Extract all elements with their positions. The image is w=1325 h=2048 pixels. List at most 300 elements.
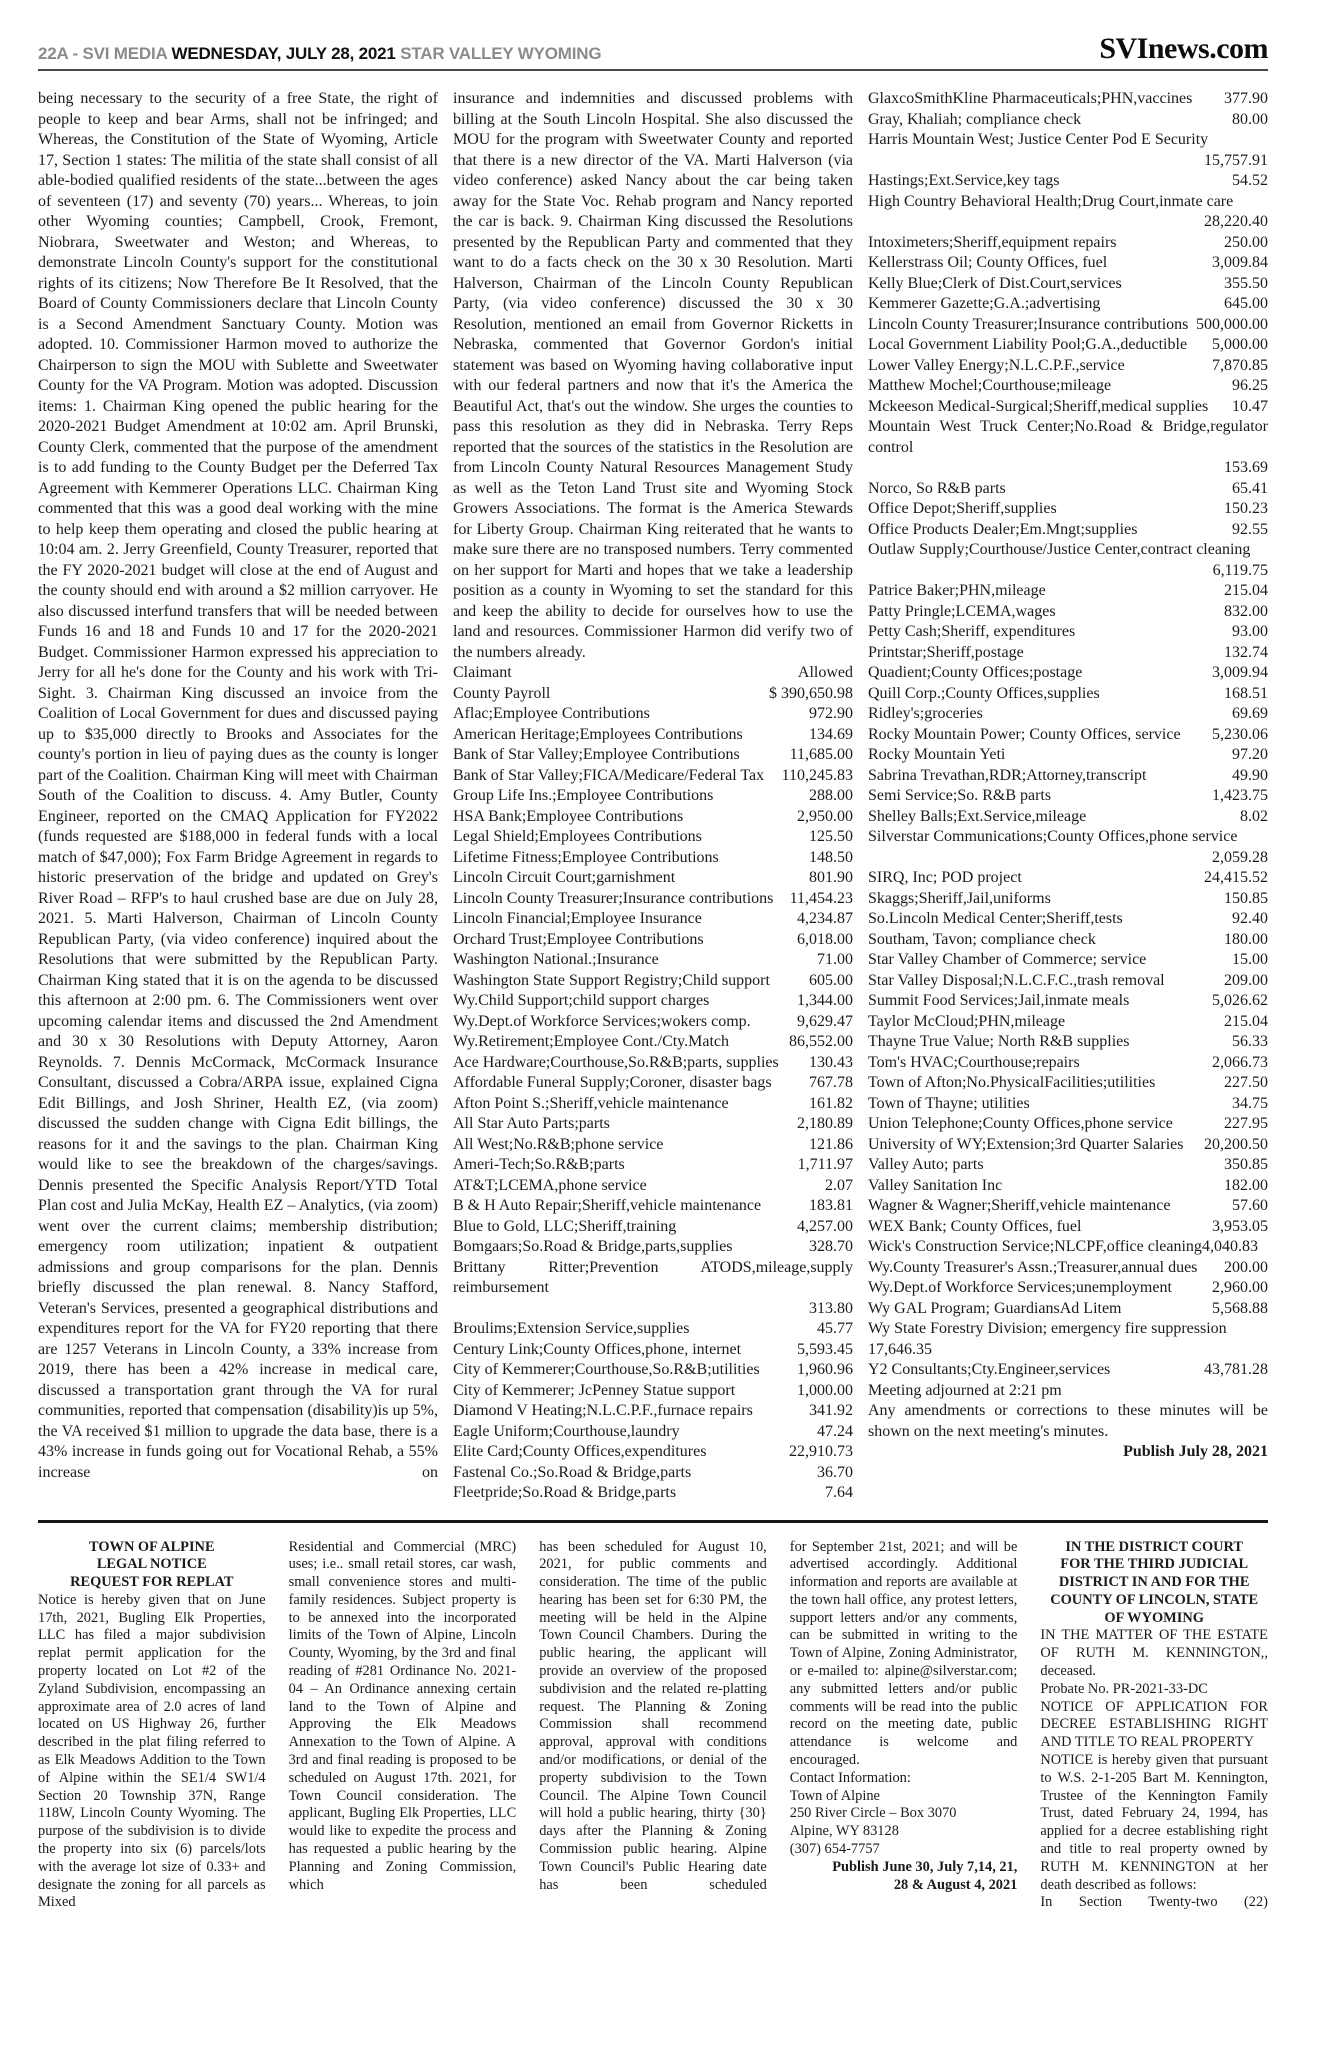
claim-row bbox=[868, 827, 1268, 868]
claim-row bbox=[868, 110, 1268, 131]
claim-name: Outlaw Supply;Courthouse/Justice Center,contract cleaning bbox=[868, 541, 1251, 558]
claim-row bbox=[868, 991, 1268, 1012]
claim-name: Silverstar Communications;County Offices,phone service bbox=[868, 828, 1238, 845]
claim-amount: 92.40 bbox=[1232, 910, 1268, 927]
claim-row bbox=[868, 1094, 1268, 1115]
claim-amount: 8.02 bbox=[1240, 807, 1268, 825]
claim-amount: 5,568.88 bbox=[1212, 1299, 1268, 1317]
claim-name: Sabrina Trevathan,RDR;Attorney,transcript bbox=[868, 766, 1147, 784]
claim-amount: 47.24 bbox=[817, 1422, 853, 1440]
claim-amount: 355.50 bbox=[1224, 274, 1268, 292]
claim-row bbox=[453, 786, 853, 807]
claim-row bbox=[453, 909, 853, 930]
issue-date: WEDNESDAY, JULY 28, 2021 bbox=[171, 44, 396, 63]
claim-row bbox=[868, 397, 1268, 418]
claim-name: Wy.Dept.of Workforce Services;wokers comp. bbox=[453, 1012, 751, 1030]
claim-amount: 86,552.00 bbox=[789, 1033, 853, 1050]
claim-row bbox=[868, 1155, 1268, 1176]
claim-amount: 832.00 bbox=[1224, 602, 1268, 620]
claim-name: Taylor McCloud;PHN,mileage bbox=[868, 1012, 1066, 1030]
claim-amount: 28,220.40 bbox=[1204, 213, 1268, 230]
claim-row bbox=[453, 971, 853, 992]
claim-amount: 134.69 bbox=[809, 725, 853, 743]
claim-row bbox=[868, 725, 1268, 746]
claim-row bbox=[453, 1217, 853, 1238]
claim-name: Patrice Baker;PHN,mileage bbox=[868, 582, 1046, 599]
claim-row bbox=[868, 335, 1268, 356]
page-label: 22A - SVI MEDIA bbox=[38, 44, 172, 63]
claim-name: Gray, Khaliah; compliance check bbox=[868, 110, 1082, 128]
claim-name: Wy.Dept.of Workforce Services;unemployment bbox=[868, 1279, 1172, 1296]
claim-row bbox=[868, 1278, 1268, 1299]
claim-row bbox=[453, 1237, 853, 1258]
claim-name: Wagner & Wagner;Sheriff,vehicle maintenance bbox=[868, 1197, 1171, 1214]
minutes-column-1: being necessary to the security of a free State, the right of people to keep and bear Arms, shall not be infringed; and Whereas, the Constitution of the State of Wyoming, Article 17, Section 1 states: The militia of the state shall consist of all able-bodied qualified residents of the state...between the ages of seventeen (17) and seventy (70) years... Whereas, to join other Wyoming counties; Campbell, Crook, Fremont, Niobrara, Sweetwater and Weston; and Whereas, to demonstrate Lincoln County's support for the constitutional rights of its citizens; Now Therefore Be It Resolved, that the Board of County Commissioners declare that Lincoln County is a Second Amendment Sanctuary County. Motion was adopted. 10. Commissioner Harmon moved to authorize the Chairperson to sign the MOU with Sublette and Sweetwater County for the VA Program. Motion was adopted. Discussion items: 1. Chairman King opened the public hearing for the 2020-2021 Budget Amendment at 10:02 am. April Brunski, County Clerk, commented that the purpose of the amendment is to add funding to the County Budget per the Deferred Tax Agreement with Kemmerer Operations LLC. Chairman King commented that this was a good deal working with the mine to help keep them operating and closed the public hearing at 10:04 am. 2. Jerry Greenfield, County Treasurer, reported that the FY 2020-2021 budget will close at the end of August and the county should end with around a $2 million carryover. He also discussed interfund transfers that will be needed between Funds 16 and 18 and Funds 10 and 17 for the 2020-2021 Budget. Commissioner Harmon expressed his appreciation to Jerry for all he's done for the County and his work with Tri-Sight. 3. Chairman King discussed an invoice from the Coalition of Local Government for dues and discussed paying up to $35,000 directly to Brooks and Associates for the county's portion in lieu of paying dues as the county is longer part of the Coalition. Chairman King will meet with Chairman South of the Coalition to discuss. 4. Amy Butler, County Engineer, reported on the CMAQ Application for FY2022 (funds requested are $188,000 in federal funds with a local match of $47,000); Fox Farm Bridge Agreement in regards to historic preservation of the bridge and updated on Grey's River Road – RFP's to haul crushed base are due on July 28, 2021. 5. Marti Halverson, Chairman of Lincoln County Republican Party, (via video conference) inquired about the Resolutions that were submitted by the Republican Party. Chairman King stated that it is on the agenda to be discussed this afternoon at 2:00 pm. 6. The Commissioners went over upcoming calendar items and discussed the 2nd Amendment and 30 x 30 Resolutions with Deputy Attorney, Aaron Reynolds. 7. Dennis McCormack, McCormack Insurance Consultant, discussed a Cobra/ARPA issue, explained Cigna Edit Billings, and Josh Shriner, Health EZ, (via zoom) discussed the sudden change with Cigna Edit billings, the reasons for it and the savings to the plan. Chairman King would like to see the breakdown of the charges/savings. Dennis presented the Specific Analysis Report/YTD Total Plan cost and Julia McKay, Health EZ – Analytics, (via zoom) went over the current claims; membership distribution; emergency room utilization; inpatient & outpatient admissions and group comparisons for the plan. Dennis briefly discussed the plan renewal. 8. Nancy Stafford, Veteran's Services, presented a geographical distributions and expenditures report for the VA for FY20 reporting that there are 1257 Veterans in Lincoln County, a 33% increase from 2019, there has been a 42% increase in medical care, discussed a transportation grant through the VA for rural communities, reported that compensation (disability)is up 5%, the VA received $1 million to upgrade the data base, there is a 43% increase in funds going out for Vocational Rehab, a 55% increase on bbox=[38, 90, 438, 1481]
claim-row bbox=[868, 1237, 1268, 1258]
claim-amount: 288.00 bbox=[809, 787, 853, 804]
claim-name: Norco, So R&B parts bbox=[868, 479, 1006, 497]
claim-name: Office Depot;Sheriff,supplies bbox=[868, 500, 1057, 517]
claim-amount: 9,629.47 bbox=[797, 1012, 853, 1030]
district-court-paragraph: NOTICE is hereby given that pursuant to W.S. 2-1-205 Bart M. Kennington, Trustee of the Kennington Family Trust, dated February 24, 1994, has applied for a decree establishing right and title to real property owned by RUTH M. KENNINGTON at her death described as follows: bbox=[1040, 1752, 1268, 1893]
claim-name: Blue to Gold, LLC;Sheriff,training bbox=[453, 1217, 677, 1235]
claim-row bbox=[453, 725, 853, 746]
claim-name: HSA Bank;Employee Contributions bbox=[453, 807, 684, 825]
claim-amount: 20,200.50 bbox=[1204, 1135, 1268, 1153]
claim-name: Town of Thayne; utilities bbox=[868, 1094, 1030, 1112]
district-court-paragraph: In Section Twenty-two (22) bbox=[1040, 1894, 1268, 1911]
claim-row bbox=[868, 1360, 1268, 1381]
claim-name: City of Kemmerer; JcPenney Statue support bbox=[453, 1381, 736, 1399]
claims-header-claimant: Claimant bbox=[453, 664, 512, 681]
claim-name: Intoximeters;Sheriff,equipment repairs bbox=[868, 233, 1117, 251]
claim-row bbox=[868, 1135, 1268, 1156]
claim-row bbox=[868, 274, 1268, 295]
claim-amount: 11,454.23 bbox=[789, 889, 853, 907]
claim-amount: 2,066.73 bbox=[1212, 1053, 1268, 1071]
claim-row bbox=[453, 1340, 853, 1361]
claim-name: Affordable Funeral Supply;Coroner, disaster bags bbox=[453, 1074, 772, 1091]
claim-amount: 2,950.00 bbox=[797, 807, 853, 825]
claim-amount: 6,018.00 bbox=[797, 930, 853, 948]
claim-row bbox=[453, 1012, 853, 1033]
claim-amount: 7,870.85 bbox=[1212, 356, 1268, 374]
claim-row bbox=[453, 889, 853, 910]
alpine-contact-line: Town of Alpine bbox=[789, 1787, 880, 1804]
claim-name: Kemmerer Gazette;G.A.;advertising bbox=[868, 295, 1101, 312]
claim-row bbox=[868, 540, 1268, 581]
claim-name: Broulims;Extension Service,supplies bbox=[453, 1320, 690, 1337]
claim-name: Local Government Liability Pool;G.A.,deductible bbox=[868, 336, 1188, 353]
district-court-paragraph: NOTICE OF APPLICATION FOR DECREE ESTABLISHING RIGHT AND TITLE TO REAL PROPERTY bbox=[1040, 1698, 1268, 1751]
claim-row bbox=[868, 1073, 1268, 1094]
claim-amount: 1,711.97 bbox=[797, 1156, 853, 1173]
claim-amount: 97.20 bbox=[1232, 746, 1268, 763]
claim-amount: 34.75 bbox=[1232, 1094, 1268, 1112]
claim-row bbox=[453, 1442, 853, 1463]
claim-amount: 350.85 bbox=[1224, 1156, 1268, 1173]
claim-amount: 24,415.52 bbox=[1204, 869, 1268, 886]
claim-name: County Payroll bbox=[453, 684, 551, 702]
claim-row bbox=[453, 1401, 853, 1422]
publish-line-minutes: Publish July 28, 2021 bbox=[1123, 1443, 1268, 1460]
claim-row bbox=[868, 499, 1268, 520]
claim-name: Matthew Mochel;Courthouse;mileage bbox=[868, 377, 1112, 394]
district-court-heading-line: DISTRICT IN AND FOR THE bbox=[1058, 1574, 1250, 1591]
claim-name: All Star Auto Parts;parts bbox=[453, 1115, 610, 1132]
claim-row bbox=[868, 253, 1268, 274]
claim-name: American Heritage;Employees Contributions bbox=[453, 725, 743, 743]
claim-name: Bomgaars;So.Road & Bridge,parts,supplies bbox=[453, 1238, 733, 1255]
claim-amount: 4,234.87 bbox=[797, 910, 853, 927]
claim-name: Wy.Child Support;child support charges bbox=[453, 992, 710, 1009]
claim-name: Lincoln Financial;Employee Insurance bbox=[453, 910, 702, 927]
adjourn-line: Meeting adjourned at 2:21 pm bbox=[868, 1381, 1062, 1399]
claim-amount: 250.00 bbox=[1224, 233, 1268, 251]
claim-amount: 3,009.94 bbox=[1212, 664, 1268, 681]
claim-amount: 1,000.00 bbox=[797, 1381, 853, 1399]
claim-name: Wy State Forestry Division; emergency fire suppression bbox=[868, 1320, 1227, 1337]
claim-row bbox=[868, 889, 1268, 910]
claim-amount: 801.90 bbox=[809, 869, 853, 886]
claim-name: AT&T;LCEMA,phone service bbox=[453, 1176, 647, 1194]
alpine-notice-column-2: Residential and Commercial (MRC) uses; i.e.. small retail stores, car wash, small convenience stores and multi-family residences. Subject property is to be annexed into the incorporated limits of the Town of Alpine, Lincoln County, Wyoming, by the 3rd and final reading of #281 Ordinance No. 2021-04 – An Ordinance annexing certain land to the Town of Alpine and Approving the Elk Meadows Annexation to the Town of Alpine. A 3rd and final reading is proposed to be scheduled on August 17th. 2021, for Town Council consideration. The applicant, Bugling Elk Properties, LLC would like to expedite the process and has requested a public hearing by the Planning and Zoning Commission, which bbox=[288, 1538, 517, 1893]
section-divider-rule bbox=[38, 1520, 1268, 1523]
claim-amount: 45.77 bbox=[817, 1320, 853, 1337]
alpine-contact-line: Contact Information: bbox=[789, 1769, 911, 1786]
claim-row bbox=[453, 1073, 853, 1094]
claim-name: Lower Valley Energy;N.L.C.P.F.,service bbox=[868, 356, 1125, 374]
claim-row bbox=[453, 827, 853, 848]
claim-name: Shelley Balls;Ext.Service,mileage bbox=[868, 807, 1087, 825]
claim-row bbox=[868, 171, 1268, 192]
page-header-line bbox=[38, 44, 601, 64]
claim-name: Town of Afton;No.PhysicalFacilities;utilities bbox=[868, 1074, 1156, 1091]
claim-row bbox=[868, 376, 1268, 397]
claim-amount: 132.74 bbox=[1224, 643, 1268, 661]
claim-amount: 10.47 bbox=[1232, 397, 1268, 415]
claim-name: Office Products Dealer;Em.Mngt;supplies bbox=[868, 520, 1138, 538]
claim-name: Ace Hardware;Courthouse,So.R&B;parts, supplies bbox=[453, 1053, 779, 1071]
claim-amount: 4,040.83 bbox=[1201, 1238, 1258, 1255]
claim-row bbox=[868, 520, 1268, 541]
claim-row bbox=[868, 684, 1268, 705]
claim-name: Aflac;Employee Contributions bbox=[453, 705, 650, 722]
claim-name: Ridley's;groceries bbox=[868, 705, 983, 722]
claim-name: Kellerstrass Oil; County Offices, fuel bbox=[868, 254, 1108, 271]
claim-name: Mountain West Truck Center;No.Road & Bridge,regulator control bbox=[868, 418, 1268, 456]
claim-amount: 150.85 bbox=[1224, 889, 1268, 907]
claim-amount: 110,245.83 bbox=[781, 766, 853, 784]
claim-amount: $ 390,650.98 bbox=[769, 684, 853, 702]
claim-row bbox=[868, 581, 1268, 602]
district-court-body bbox=[1040, 1627, 1268, 1912]
claim-amount: 71.00 bbox=[817, 951, 853, 968]
claim-amount: 22,910.73 bbox=[789, 1443, 853, 1460]
alpine-publish-block bbox=[790, 1859, 1018, 1895]
claim-row bbox=[453, 1155, 853, 1176]
claim-row bbox=[868, 1319, 1268, 1360]
legal-notices-section bbox=[38, 1539, 1268, 1913]
claim-amount: 150.23 bbox=[1224, 500, 1268, 517]
claim-name: Bank of Star Valley;Employee Contributions bbox=[453, 746, 740, 763]
claim-row bbox=[868, 971, 1268, 992]
claim-name: Kelly Blue;Clerk of Dist.Court,services bbox=[868, 274, 1122, 292]
claim-name: Orchard Trust;Employee Contributions bbox=[453, 930, 704, 948]
claim-amount: 49.90 bbox=[1232, 766, 1268, 784]
claim-amount: 5,593.45 bbox=[797, 1340, 853, 1358]
claim-name: Hastings;Ext.Service,key tags bbox=[868, 172, 1060, 189]
claims-list-col2 bbox=[453, 684, 853, 1504]
minutes-column-2 bbox=[453, 89, 853, 1504]
claim-row bbox=[453, 1319, 853, 1340]
claim-name: Washington National.;Insurance bbox=[453, 951, 659, 968]
claim-amount: 215.04 bbox=[1224, 582, 1268, 599]
claim-name: Valley Auto; parts bbox=[868, 1156, 984, 1173]
claim-row bbox=[868, 1053, 1268, 1074]
claim-amount: 54.52 bbox=[1232, 172, 1268, 189]
claim-row bbox=[453, 1114, 853, 1135]
claim-row bbox=[453, 704, 853, 725]
claim-amount: 6,119.75 bbox=[1212, 561, 1268, 579]
alpine-heading-line: REQUEST FOR REPLAT bbox=[70, 1574, 234, 1591]
claim-row bbox=[453, 1381, 853, 1402]
alpine-notice-column-1 bbox=[38, 1539, 266, 1913]
claim-amount: 3,009.84 bbox=[1212, 254, 1268, 271]
claim-row bbox=[868, 479, 1268, 500]
masthead bbox=[38, 34, 1268, 71]
claim-amount: 65.41 bbox=[1232, 479, 1268, 497]
alpine-heading-line: TOWN OF ALPINE bbox=[89, 1538, 215, 1555]
claim-row bbox=[868, 89, 1268, 110]
claims-list-col3 bbox=[868, 89, 1268, 1381]
alpine-publish-line: 28 & August 4, 2021 bbox=[893, 1876, 1018, 1893]
alpine-notice-column-3: has been scheduled for August 10, 2021, for public comments and consideration. The time of the public hearing has been set for 6:30 PM, the meeting will be held in the Alpine Town Council Chambers. During the public hearing, the applicant will provide an overview of the proposed subdivision and the related re-platting request. The Planning & Zoning Commission shall recommend approval, approval with conditions and/or modifications, or denial of the property subdivision to the Town Council. The Alpine Town Council will hold a public hearing, thirty {30} days after the Planning & Zoning Commission public hearing. Alpine Town Council's Public Hearing date has been scheduled bbox=[539, 1538, 767, 1893]
claim-row bbox=[868, 294, 1268, 315]
claim-amount: 7.64 bbox=[825, 1484, 853, 1501]
claim-amount: 153.69 bbox=[1224, 459, 1268, 476]
claim-name: Star Valley Disposal;N.L.C.F.C.,trash removal bbox=[868, 971, 1165, 989]
claim-amount: 215.04 bbox=[1224, 1012, 1268, 1030]
claim-amount: 645.00 bbox=[1224, 295, 1268, 312]
claim-amount: 93.00 bbox=[1232, 623, 1268, 640]
claim-name: Washington State Support Registry;Child support bbox=[453, 971, 770, 989]
claim-row bbox=[453, 930, 853, 951]
claim-row bbox=[868, 1032, 1268, 1053]
claim-amount: 43,781.28 bbox=[1204, 1361, 1268, 1378]
alpine-contact-line: (307) 654-7757 bbox=[789, 1841, 880, 1858]
claim-name: Petty Cash;Sheriff, expenditures bbox=[868, 623, 1076, 640]
claim-amount: 5,000.00 bbox=[1212, 336, 1268, 353]
district-court-paragraph: Probate No. PR-2021-33-DC bbox=[1040, 1680, 1208, 1697]
region-label: STAR VALLEY WYOMING bbox=[395, 44, 602, 63]
claim-amount: 36.70 bbox=[817, 1463, 853, 1481]
claim-row bbox=[453, 1196, 853, 1217]
claim-name: Southam, Tavon; compliance check bbox=[868, 930, 1096, 948]
claim-name: Semi Service;So. R&B parts bbox=[868, 787, 1052, 804]
claim-amount: 5,026.62 bbox=[1212, 992, 1268, 1009]
claim-amount: 2,180.89 bbox=[797, 1115, 853, 1132]
claim-name: Diamond V Heating;N.L.C.P.F.,furnace repairs bbox=[453, 1402, 753, 1419]
claim-row bbox=[868, 1217, 1268, 1238]
district-court-heading-line: FOR THE THIRD JUDICIAL bbox=[1060, 1556, 1249, 1573]
claim-row bbox=[868, 602, 1268, 623]
claim-name: So.Lincoln Medical Center;Sheriff,tests bbox=[868, 910, 1123, 927]
claim-amount: 2,059.28 bbox=[1212, 848, 1268, 866]
claim-amount: 2.07 bbox=[825, 1176, 853, 1194]
claim-name: Wy GAL Program; GuardiansAd Litem bbox=[868, 1299, 1122, 1317]
claim-amount: 92.55 bbox=[1232, 520, 1268, 538]
claim-name: Century Link;County Offices,phone, internet bbox=[453, 1340, 742, 1358]
claim-amount: 11,685.00 bbox=[789, 746, 853, 763]
claim-row bbox=[453, 1360, 853, 1381]
claim-amount: 15,757.91 bbox=[1204, 151, 1268, 169]
claim-amount: 17,646.35 bbox=[868, 1340, 932, 1358]
claim-amount: 182.00 bbox=[1224, 1176, 1268, 1194]
claim-name: Wy.Retirement;Employee Cont./Cty.Match bbox=[453, 1033, 730, 1050]
claim-amount: 227.50 bbox=[1224, 1074, 1268, 1091]
claim-name: Skaggs;Sheriff,Jail,uniforms bbox=[868, 889, 1051, 907]
claim-amount: 377.90 bbox=[1224, 90, 1268, 107]
claim-name: Lifetime Fitness;Employee Contributions bbox=[453, 848, 719, 866]
claim-name: Lincoln Circuit Court;garnishment bbox=[453, 869, 676, 886]
claim-name: Harris Mountain West; Justice Center Pod E Security bbox=[868, 131, 1209, 148]
claim-row bbox=[868, 786, 1268, 807]
claim-amount: 180.00 bbox=[1224, 930, 1268, 948]
claim-name: Patty Pringle;LCEMA,wages bbox=[868, 602, 1056, 620]
minutes-column-3 bbox=[868, 89, 1268, 1504]
claim-amount: 1,960.96 bbox=[797, 1361, 853, 1378]
claim-name: Fleetpride;So.Road & Bridge,parts bbox=[453, 1484, 677, 1501]
claim-row bbox=[868, 930, 1268, 951]
claim-amount: 183.81 bbox=[809, 1197, 853, 1214]
claim-name: Brittany Ritter;Prevention ATODS,mileage,supply reimbursement bbox=[453, 1258, 853, 1296]
claim-amount: 69.69 bbox=[1232, 705, 1268, 722]
claim-name: Quadient;County Offices;postage bbox=[868, 664, 1083, 681]
claim-row bbox=[453, 1094, 853, 1115]
claim-row bbox=[453, 1032, 853, 1053]
district-court-heading-line: IN THE DISTRICT COURT bbox=[1065, 1538, 1244, 1555]
claim-row bbox=[453, 868, 853, 889]
alpine-publish-line: Publish June 30, July 7,14, 21, bbox=[832, 1858, 1018, 1875]
claim-name: Tom's HVAC;Courthouse;repairs bbox=[868, 1053, 1080, 1071]
claim-amount: 227.95 bbox=[1224, 1115, 1268, 1132]
alpine-contact-line: 250 River Circle – Box 3070 bbox=[789, 1805, 957, 1822]
claim-amount: 148.50 bbox=[809, 848, 853, 866]
claim-name: B & H Auto Repair;Sheriff,vehicle maintenance bbox=[453, 1197, 762, 1214]
claim-row bbox=[453, 1463, 853, 1484]
claim-row bbox=[868, 745, 1268, 766]
minutes-column-2-intro: insurance and indemnities and discussed problems with billing at the South Lincoln Hospital. She also discussed the MOU for the program with Sweetwater County and reported that there is a new director of the VA. Marti Halverson (via video conference) asked Nancy about the car being taken away for the State Voc. Rehab program and Nancy reported the car is back. 9. Chairman King discussed the Resolutions presented by the Republican Party and commented that they want to do a facts check on the 30 x 30 Resolution. Marti Halverson, Chairman of the Lincoln County Republican Party, (via video conference) discussed the 30 x 30 Resolution, mentioned an email from Governor Ricketts in Nebraska, commented that Governor Gordon's initial statement was based on Wyoming having collaborative input with our federal partners and now that it's the America the Beautiful Act, that's out the window. She urges the counties to pass this resolution as they did in Nebraska. Terry Reps reported that the sources of the statistics in the Resolution are from Lincoln County Natural Resources Management Study as well as the Teton Land Trust site and Wyoming Stock Growers Associations. The format is the America Stewards for Liberty Group. Chairman King reiterated that he wants to make sure there are no transposed numbers. Terry commented on her support for Marti and hopes that we take a leadership position as a county in Wyoming to set the standard for this and keep the ability to decide for ourselves how to use the land and resources. Commissioner Harmon did verify two of the numbers already. bbox=[453, 90, 853, 661]
claim-name: Eagle Uniform;Courthouse,laundry bbox=[453, 1422, 680, 1440]
amendments-line: Any amendments or corrections to these minutes will be shown on the next meeting's minutes. bbox=[868, 1402, 1268, 1440]
claim-amount: 209.00 bbox=[1224, 971, 1268, 989]
claim-row bbox=[868, 643, 1268, 664]
district-court-paragraph: IN THE MATTER OF THE ESTATE OF RUTH M. KENNINGTON,, deceased. bbox=[1040, 1627, 1268, 1680]
claim-amount: 80.00 bbox=[1232, 110, 1268, 128]
claim-name: Rocky Mountain Power; County Offices, service bbox=[868, 725, 1181, 743]
claim-amount: 328.70 bbox=[809, 1238, 853, 1255]
minutes-section bbox=[38, 89, 1268, 1504]
claim-amount: 57.60 bbox=[1232, 1197, 1268, 1214]
claim-name: Wy.County Treasurer's Assn.;Treasurer,annual dues bbox=[868, 1258, 1198, 1276]
alpine-notice-col1-text: Notice is hereby given that on June 17th, 2021, Bugling Elk Properties, LLC has filed a major subdivision replat permit application for the property located on Lot #2 of the Zyland Subdivision, encompassing an approximate area of 2.0 acres of land located on US Highway 26, further described in the plat filing referred to as Elk Meadows Addition to the Town of Alpine within the SE1/4 SW1/4 Section 20 Township 37N, Range 118W, Lincoln County Wyoming. The purpose of the subdivision is to divide the property into six (6) parcels/lots with the average lot size of 0.33+ and designate the zoning for all parcels as Mixed bbox=[38, 1591, 266, 1911]
claim-name: Bank of Star Valley;FICA/Medicare/Federal Tax bbox=[453, 766, 765, 784]
claim-name: SIRQ, Inc; POD project bbox=[868, 869, 1022, 886]
claim-row bbox=[868, 1258, 1268, 1279]
district-court-heading bbox=[1040, 1539, 1268, 1628]
claim-name: Union Telephone;County Offices,phone service bbox=[868, 1115, 1173, 1132]
claim-name: City of Kemmerer;Courthouse,So.R&B;utilities bbox=[453, 1361, 760, 1378]
claim-amount: 125.50 bbox=[809, 828, 853, 845]
claim-row bbox=[868, 315, 1268, 336]
claim-name: High Country Behavioral Health;Drug Court,inmate care bbox=[868, 192, 1234, 210]
claim-name: Group Life Ins.;Employee Contributions bbox=[453, 787, 714, 804]
claim-amount: 500,000.00 bbox=[1196, 315, 1268, 333]
claim-row bbox=[453, 1135, 853, 1156]
claim-name: Valley Sanitation Inc bbox=[868, 1176, 1003, 1194]
claim-amount: 121.86 bbox=[809, 1135, 853, 1153]
claim-name: Fastenal Co.;So.Road & Bridge,parts bbox=[453, 1463, 692, 1481]
claim-row bbox=[868, 417, 1268, 479]
claim-amount: 2,960.00 bbox=[1212, 1279, 1268, 1296]
claim-row bbox=[868, 909, 1268, 930]
claim-name: Afton Point S.;Sheriff,vehicle maintenance bbox=[453, 1094, 729, 1112]
claim-amount: 767.78 bbox=[809, 1074, 853, 1091]
claim-row bbox=[453, 745, 853, 766]
claim-name: GlaxcoSmithKline Pharmaceuticals;PHN,vaccines bbox=[868, 90, 1193, 107]
claim-row bbox=[868, 807, 1268, 828]
alpine-contact-line: Alpine, WY 83128 bbox=[789, 1823, 899, 1840]
alpine-notice-col4-text: for September 21st, 2021; and will be advertised accordingly. Additional information and reports are available at the town hall office, any protest letters, support letters and/or any comments, can be submitted in writing to the Town of Alpine, Zoning Administrator, or e-mailed to: alpine@silverstar.com; any submitted letters and/or public comments will be read into the public record on the meeting date, public attendance is welcome and encouraged. bbox=[789, 1538, 1018, 1769]
claims-table-header bbox=[453, 663, 853, 684]
claim-row bbox=[453, 848, 853, 869]
claim-name: Ameri-Tech;So.R&B;parts bbox=[453, 1156, 625, 1173]
site-name: SVInews.com bbox=[1099, 32, 1268, 65]
claim-row bbox=[453, 1483, 853, 1504]
claim-name: Wick's Construction Service;NLCPF,office cleaning bbox=[868, 1238, 1202, 1255]
claim-amount: 3,953.05 bbox=[1212, 1217, 1268, 1235]
claim-name: Mckeeson Medical-Surgical;Sheriff,medical supplies bbox=[868, 397, 1209, 415]
claim-row bbox=[453, 950, 853, 971]
claim-name: Star Valley Chamber of Commerce; service bbox=[868, 951, 1147, 968]
claim-name: Rocky Mountain Yeti bbox=[868, 746, 1006, 763]
claim-row bbox=[868, 356, 1268, 377]
claim-name: Summit Food Services;Jail,inmate meals bbox=[868, 992, 1130, 1009]
claim-row bbox=[868, 1114, 1268, 1135]
district-court-heading-line: OF WYOMING bbox=[1104, 1609, 1204, 1626]
claim-name: Legal Shield;Employees Contributions bbox=[453, 828, 702, 845]
claim-amount: 161.82 bbox=[809, 1094, 853, 1112]
claim-row bbox=[453, 807, 853, 828]
claim-row bbox=[868, 1299, 1268, 1320]
alpine-heading-line: LEGAL NOTICE bbox=[96, 1556, 207, 1573]
claim-amount: 1,423.75 bbox=[1212, 787, 1268, 804]
district-court-heading-line: COUNTY OF LINCOLN, STATE bbox=[1050, 1591, 1259, 1608]
claim-row bbox=[453, 1258, 853, 1320]
claim-name: Lincoln County Treasurer;Insurance contributions bbox=[453, 889, 774, 907]
claim-name: Y2 Consultants;Cty.Engineer,services bbox=[868, 1361, 1111, 1378]
claim-name: WEX Bank; County Offices, fuel bbox=[868, 1217, 1082, 1235]
claim-amount: 972.90 bbox=[809, 705, 853, 722]
claim-name: Thayne True Value; North R&B supplies bbox=[868, 1033, 1130, 1050]
claim-row bbox=[453, 766, 853, 787]
claim-amount: 168.51 bbox=[1224, 684, 1268, 702]
claim-row bbox=[868, 192, 1268, 233]
claim-amount: 4,257.00 bbox=[797, 1217, 853, 1235]
claim-row bbox=[868, 868, 1268, 889]
claim-row bbox=[868, 1012, 1268, 1033]
